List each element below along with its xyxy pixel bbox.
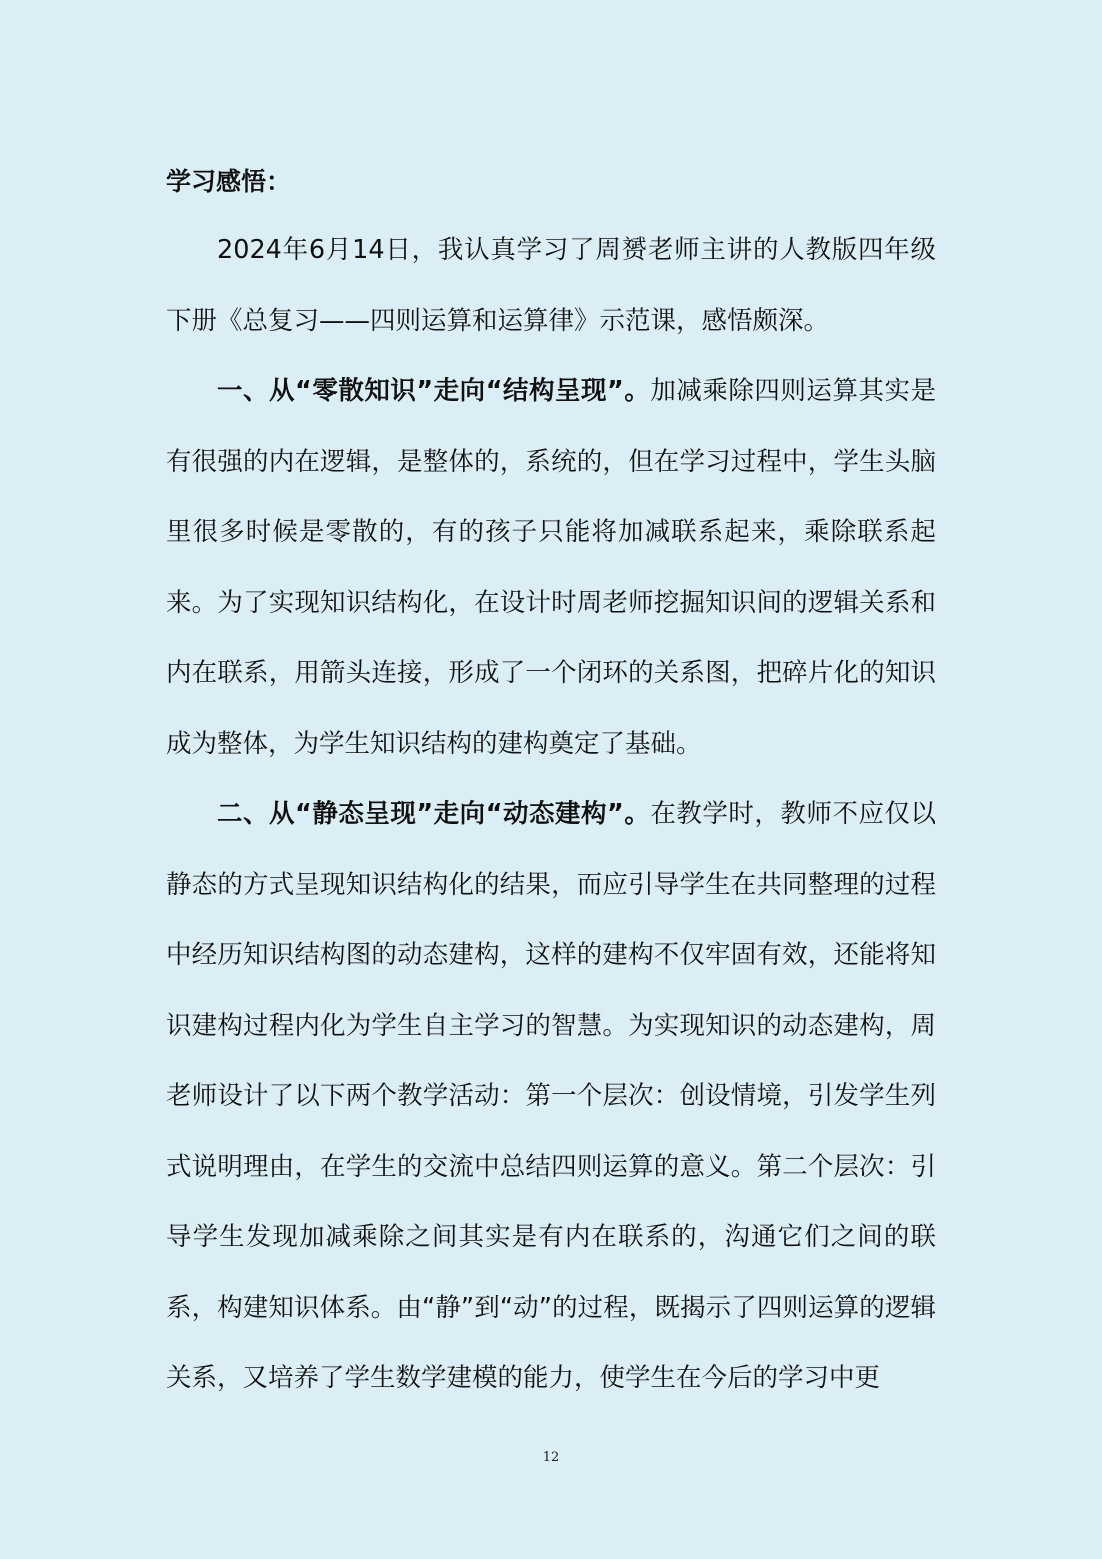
body-text <box>166 215 936 1414</box>
point-one-heading: 一、从“零散知识”走向“结构呈现”。 <box>217 376 651 406</box>
paragraph-intro <box>166 215 936 356</box>
paragraph-intro-text: 2024年6月14日，我认真学习了周赟老师主讲的人教版四年级下册《总复习——四则运算和运算律》示范课，感悟颇深。 <box>166 235 936 336</box>
paragraph-point-two <box>166 779 936 1414</box>
point-two-heading: 二、从“静态呈现”走向“动态建构”。 <box>217 799 651 829</box>
section-heading: 学习感悟： <box>166 167 292 196</box>
point-two-text: 在教学时，教师不应仅以静态的方式呈现知识结构化的结果，而应引导学生在共同整理的过程中经历知识结构图的动态建构，这样的建构不仅牢固有效，还能将知识建构过程内化为学生自主学习的智慧。为实现知识的动态建构，周老师设计了以下两个教学活动：第一个层次：创设情境，引发学生列式说明理由，在学生的交流中总结四则运算的意义。第二个层次：引导学生发现加减乘除之间其实是有内在联系的，沟通它们之间的联系，构建知识体系。由“静”到“动”的过程，既揭示了四则运算的逻辑关系，又培养了学生数学建模的能力，使学生在今后的学习中更 <box>166 799 936 1393</box>
page-number: 12 <box>542 1450 560 1465</box>
paragraph-point-one <box>166 356 936 779</box>
point-one-text: 加减乘除四则运算其实是有很强的内在逻辑，是整体的，系统的，但在学习过程中，学生头脑里很多时候是零散的，有的孩子只能将加减联系起来，乘除联系起来。为了实现知识结构化，在设计时周老师挖掘知识间的逻辑关系和内在联系，用箭头连接，形成了一个闭环的关系图，把碎片化的知识成为整体，为学生知识结构的建构奠定了基础。 <box>166 376 936 759</box>
